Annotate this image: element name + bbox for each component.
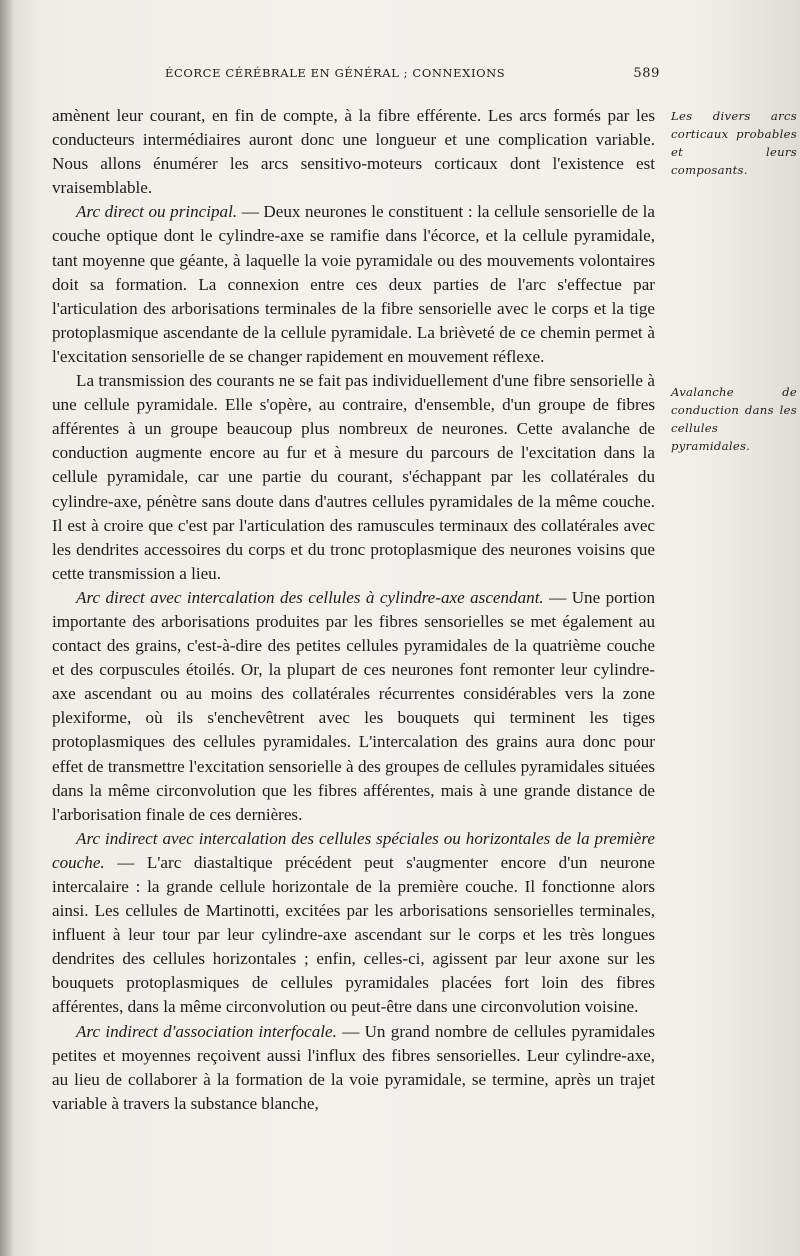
section-heading: Arc indirect d'association interfocale. bbox=[76, 1021, 337, 1041]
running-title: ÉCORCE CÉRÉBRALE EN GÉNÉRAL ; CONNEXIONS bbox=[165, 66, 506, 80]
paragraph-arc-association: Arc indirect d'association interfocale. — Un grand nombre de cellules pyramidales petites et moyennes reçoivent aussi l'influx des fibres sensorielles. Leur cylindre-axe, au lieu de collaborer à la formation de la voie pyramidale, se termine, après un trajet variable à travers la substance blanche, bbox=[52, 1021, 655, 1113]
body-text bbox=[52, 104, 655, 1116]
section-heading: Arc direct ou principal. bbox=[76, 202, 238, 222]
margin-note: Les divers arcs corticaux probables et leurs composants. bbox=[671, 109, 797, 177]
paragraph-arc-direct: Arc direct ou principal. — Deux neurones le constituent : la cellule sensorielle de la couche optique dont le cylindre-axe se ramifie dans l'écorce, et la cellule pyramidale, tant moyenne que géante, à laquelle la voie pyramidale ou des mouvements volontaires doit sa formation. La connexion entre ces deux parties de l'arc s'effectue par l'articulation des arborisations terminales de la fibre sensorielle avec le corps et la tige protoplasmique ascendante de la cellule pyramidale. La brièveté de ce chemin permet à l'excitation sensorielle de se changer rapidement en mouvement réflexe. bbox=[52, 202, 655, 366]
margin-note: Avalanche de conduction dans les cellules pyramidales. bbox=[671, 385, 797, 453]
paragraph-arc-intercalation: Arc direct avec intercalation des cellules à cylindre-axe ascendant. — Une portion importante des arborisations produites par les fibres sensorielles se met également au contact des grains, c'est-à-dire des petites cellules pyramidales de la quatrième couche et des corpuscules étoilés. Or, la plupart de ces neurones font remonter leur cylindre-axe ascendant ou au moins des collatérales récurrentes considérables vers la zone plexiforme, où ils s'enchevêtrent avec les bouquets qui terminent les tiges protoplasmiques des cellules pyramidales. L'intercalation des grains aura donc pour effet de transmettre l'excitation sensorielle à des groupes de cellules pyramidales situées dans la même circonvolution que les fibres afférentes, mais à une grande distance de l'arborisation finale de ces dernières. bbox=[52, 587, 655, 824]
section-heading: Arc indirect avec intercalation des cellules spéciales ou horizontales de la première couche. bbox=[52, 828, 655, 872]
paragraph-continuation: amènent leur courant, en fin de compte, à la fibre efférente. Les arcs formés par les conducteurs intermédiaires auront donc une longueur et une complication variable. Nous allons énumérer les arcs sensitivo-moteurs corticaux dont l'existence est vraisemblable. bbox=[52, 106, 655, 198]
section-heading: Arc direct avec intercalation des cellules à cylindre-axe ascendant. bbox=[76, 587, 544, 607]
paragraph-arc-indirect-horizontal: Arc indirect avec intercalation des cellules spéciales ou horizontales de la première couche. — L'arc diastaltique précédent peut s'augmenter encore d'un neurone intercalaire : la grande cellule horizontale de la première couche. Il fonctionne alors ainsi. Les cellules de Martinotti, excitées par les arborisations sensorielles terminales, influent à leur tour par leur cylindre-axe ascendant sur le corps et les très longues dendrites des cellules horizontales ; enfin, celles-ci, agissent par leur axone sur les bouquets protoplasmiques de cellules pyramidales placées fort loin des fibres afférentes, dans la même circonvolution ou peut-être dans une circonvolution voisine. bbox=[52, 828, 655, 1017]
gutter-shadow bbox=[0, 0, 14, 1256]
page-number: 589 bbox=[633, 66, 660, 81]
running-head bbox=[160, 66, 660, 86]
paragraph-transmission: La transmission des courants ne se fait pas individuellement d'une fibre sensorielle à une cellule pyramidale. Elle s'opère, au contraire, d'ensemble, d'un groupe de fibres afférentes à un groupe beaucoup plus nombreux de neurones. Cette avalanche de conduction augmente encore au fur et à mesure du parcours de l'excitation dans la cellule pyramidale, car une partie du courant, s'échappant par les collatérales du cylindre-axe, pénètre sans doute dans d'autres cellules pyramidales de la même couche. Il est à croire que c'est par l'articulation des ramuscules terminaux des collatérales avec les dendrites accessoires du corps et du tronc protoplasmique des neurones voisins que cette transmission a lieu. bbox=[52, 371, 655, 583]
